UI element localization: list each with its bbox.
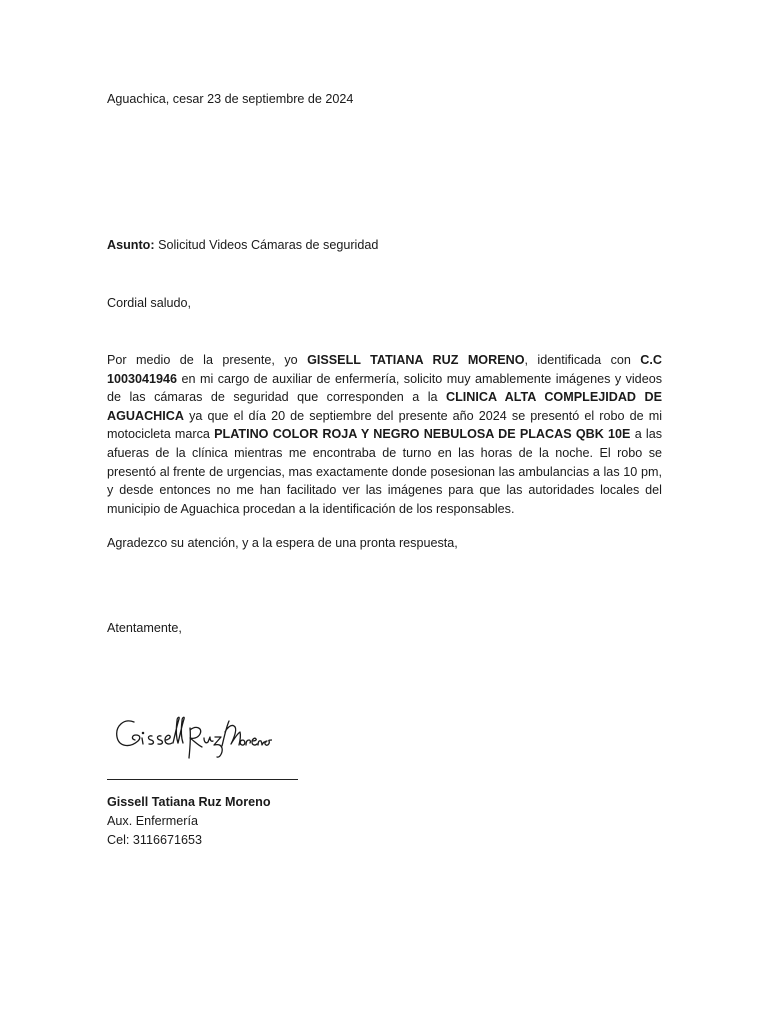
subject-line [107,236,378,255]
body-text-4: ya que el día 20 de septiembre del presente año 2024 se presentó el robo de mi motocicleta marca [107,408,662,442]
signer-phone: Cel: 3116671653 [107,833,202,847]
vehicle-description: PLATINO COLOR ROJA Y NEGRO NEBULOSA DE PLACAS QBK 10E [214,427,631,442]
body-text-1: Por medio de la presente, yo [107,353,308,367]
greeting: Cordial saludo, [107,296,192,310]
date-line: Aguachica, cesar 23 de septiembre de 2024 [107,92,354,106]
subject-text: Solicitud Videos Cámaras de seguridad [154,238,379,252]
subject-label: Asunto: [107,238,155,252]
closing-line: Agradezco su atención, y a la espera de una pronta respuesta, [107,536,458,550]
signature-line [107,779,298,780]
body-text-3: en mi cargo de auxiliar de enfermería, solicito muy amablemente imágenes y videos de las cámaras de seguridad que corresponden a la [107,371,662,405]
signer-title: Aux. Enfermería [107,814,198,828]
body-paragraph [107,351,662,518]
regards: Atentamente, [107,621,182,635]
signer-name: Gissell Tatiana Ruz Moreno [107,795,271,809]
clinic-name: CLINICA ALTA COMPLEJIDAD DE AGUACHICA [107,390,662,423]
requester-name: GISSELL TATIANA RUZ MORENO [307,353,525,367]
signer-block [107,793,271,850]
handwritten-signature [112,708,272,768]
body-text-5: a las afueras de la clínica mientras me encontraba de turno en las horas de la noche. El robo se presentó al frente de urgencias, mas exactamente donde posesionan las ambulancias a las 10 pm, y desde entonces no me han facilitado ver las imágenes para que las autoridades locales del municipio de Aguachica procedan a la identificación de los responsables. [107,427,663,516]
body-text-2: , identificada con [524,353,641,367]
id-number: C.C 1003041946 [107,353,662,386]
